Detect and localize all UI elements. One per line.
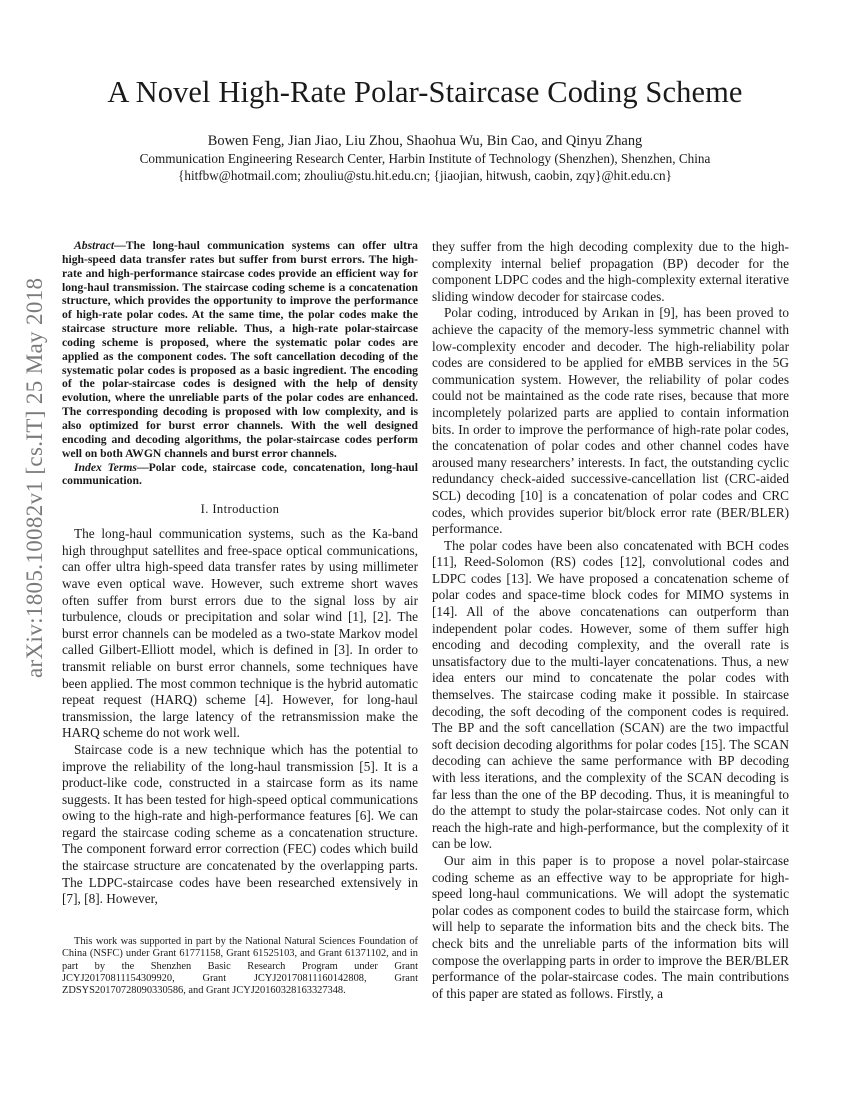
paragraph: Our aim in this paper is to propose a novel polar-staircase coding scheme as an effective way to be appropriate for high-speed long-haul communications. We will adopt the systematic polar codes as component codes to build the staircase form, which will help to separate the information bits and the check bits. The check bits and the unreliable parts of the information bits will compose the overlapping parts in order to improve the BER/BLER performance of the polar-staircase codes. The main contributions of this paper are stated as follows. Firstly, a [432,852,789,1001]
paper-title: A Novel High-Rate Polar-Staircase Coding Scheme [107,75,743,109]
paragraph: Polar coding, introduced by Arıkan in [9], has been proved to achieve the capacity of the memory-less symmetric channel with low-complexity encoder and decoder. The high-reliability polar codes are considered to be applied for eMBB services in the 5G communication system. However, the reliability of polar codes could not be maintained as the code rate rises, because that more incompletely polarized parts are applied to contain information bits. In order to improve the performance of high-rate polar codes, the concatenation of polar codes and other channel codes have aroused many researchers’ interests. In fact, the outstanding cyclic redundancy check-aided successive-cancellation list (CRC-aided SCL) decoding [10] is a concatenation of polar codes and CRC codes, which provides superior bit/block error rate (BER/BLER) performance. [432,305,789,537]
affiliation: Communication Engineering Research Center, Harbin Institute of Technology (Shenzhen), Shenzhen, China [139,151,711,166]
right-column [432,239,789,1002]
index-terms [62,461,418,489]
introduction-right-body [432,239,789,1002]
paragraph: The polar codes have been also concatenated with BCH codes [11], Reed-Solomon (RS) codes [12], convolutional codes and LDPC codes [13]. We have proposed a concatenation scheme of polar codes and space-time block codes for MIMO systems in [14]. All of the above concatenations can outperform than independent polar codes. However, some of them suffer high encoding and decoding complexity, and the overall rate is unsatisfactory due to the multi-layer concatenations. Thus, a new idea enters our mind to concatenate the polar codes with themselves. The staircase coding make it possible. In staircase decoding, the soft decoding of the component codes is required. The BP and the soft cancellation (SCAN) are the two impactful soft decision decoding algorithms for polar codes [15]. The SCAN decoding can achieve the same performance with BP decoding with less iterations, and the complexity of the SCAN decoding is far less than the one of the BP decoding. Thus, it is meaningful to do the attempt to study the polar-staircase codes. Not only can it reach the high-rate and high-performance, but the complexity of it can be low. [432,537,789,852]
paragraph: The long-haul communication systems, such as the Ka-band high throughput satellites and free-space optical communications, can offer ultra high-speed data transfer rates by using millimeter wave even optical wave. However, such extreme short waves often suffer from burst errors due to the signal loss by air turbulence, clouds or precipitation and solar wind [1], [2]. The burst error channels can be modeled as a two-state Markov model called Gilbert-Elliott model, which is defined in [3]. In order to transmit reliable on burst error channels, some techniques have been applied. The most common technique is the hybrid automatic repeat request (HARQ) scheme [4]. However, for long-haul transmission, the large latency of the retransmission make the HARQ scheme do not work well. [62,526,418,741]
author-emails: {hitfbw@hotmail.com; zhouliu@stu.hit.edu.cn; {jiaojian, hitwush, caobin, zqy}@hit.edu.cn} [178,168,672,183]
left-column [62,239,418,908]
index-terms-heading: Index Terms [74,460,137,474]
paragraph: Staircase code is a new technique which has the potential to improve the reliability of the long-haul transmission [5]. It is a product-like code, constructed in a staircase form as its name suggests. It has been tested for high-speed optical communications owing to the high-rate and high-performance features [6]. We can regard the staircase coding scheme as a concatenation structure. The component forward error correction (FEC) codes which build the staircase structure are concatenated by the overlapping parts. The LDPC-staircase codes have been researched extensively in [7], [8]. However, [62,741,418,907]
paragraph: they suffer from the high decoding complexity due to the high-complexity internal belief propagation (BP) decoder for the component LDPC codes and the high-complexity external iterative sliding window decoder for staircase codes. [432,239,789,304]
arxiv-identifier: arXiv:1805.10082v1 [cs.IT] 25 May 2018 [22,277,47,678]
abstract-text: —The long-haul communication systems can offer ultra high-speed data transfer rates but suffer from burst errors. The high-rate and high-performance staircase codes provide an efficient way for long-haul transmission. The staircase coding scheme is a concatenation structure, which provides the opportunity to improve the performance of high-rate polar codes. At the same time, the polar codes make the staircase structure more reliable. Thus, a high-rate polar-staircase coding scheme is proposed, where the systematic polar codes are applied as the component codes. The soft cancellation decoding of the systematic polar codes is proposed as a basic ingredient. The encoding of the polar-staircase codes is designed with the help of density evolution, where the unreliable parts of the polar codes are enhanced. The corresponding decoding is proposed with low complexity, and is also optimized for burst error channels. With the well designed encoding and decoding algorithms, the polar-staircase codes perform well on both AWGN channels and burst error channels. [62,239,418,460]
funding-footnote: This work was supported in part by the National Natural Sciences Foundation of China (NSFC) under Grant 61771158, Grant 61525103, and Grant 61371102, and in part by the Shenzhen Basic Research Program under Grant JCYJ20170811154309920, Grant JCYJ20170811160142808, Grant ZDSYS20170728090330586, and Grant JCYJ20160328163327348. [62,936,418,997]
abstract [62,239,418,461]
section-heading-introduction: I. Introduction [200,502,280,517]
index-terms-text: —Polar code, staircase code, concatenation, long-haul communication. [62,460,419,488]
introduction-left-body [62,526,418,908]
abstract-heading: Abstract [74,239,115,252]
author-list: Bowen Feng, Jian Jiao, Liu Zhou, Shaohua Wu, Bin Cao, and Qinyu Zhang [207,133,643,149]
